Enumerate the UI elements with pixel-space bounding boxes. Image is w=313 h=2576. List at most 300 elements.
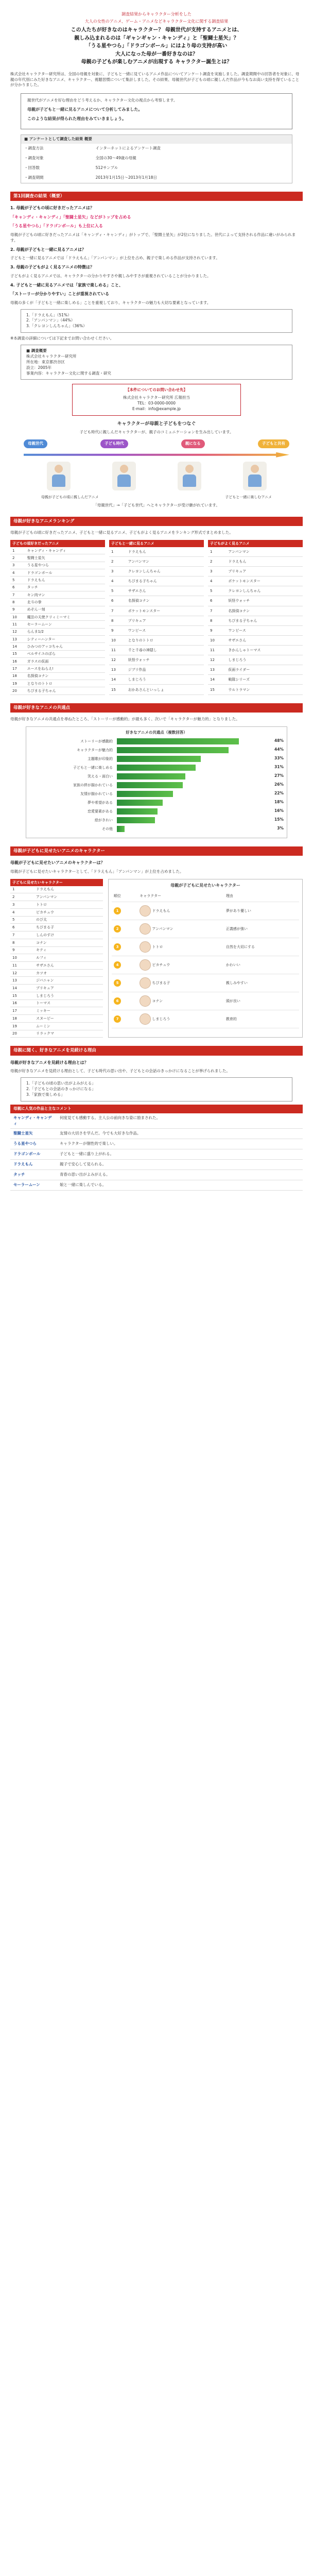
section-header-4: 母親が子どもに見せたいアニメのキャラクター — [10, 846, 303, 856]
comment-table: 母親に人気の作品と主なコメント キャンディ・キャンディ 何度見ても感動する。主人公の前向きな姿に励まされた。 聖闘士星矢 友情の大切さを学んだ。今でも大好きな作品。 うる星やつら キャラクターが個性的で楽しい。 ドラゴンボール 子どもと一緒に盛り上がれる。 ドラえもん 親子で安心して見られる。 タッチ 青春の思い出がよみがえる。 セーラームーン 娘と一緒に楽しんでいる。 — [10, 1105, 303, 1191]
bar-row — [29, 782, 284, 788]
survey-outline: ■ アンケートとして調査した結果 概要 ・調査方法 インターネットによるアンケート調査 ・調査対象 全国の30〜49歳の母親 ・回答数 512サンプル ・調査期間 2013年1月15日〜2013年1月18日 — [21, 134, 292, 183]
rank-number: 2 — [10, 893, 34, 901]
character-name: しまじろう — [151, 1017, 170, 1022]
rank-number: 5 — [10, 916, 34, 924]
table-row — [10, 643, 105, 650]
rank-number: 15 — [10, 650, 25, 657]
rank-title: 聖闘士星矢 — [25, 554, 105, 562]
character-face-icon — [140, 941, 151, 953]
character-name: アンパンマン — [151, 927, 173, 931]
character-face-icon — [140, 959, 151, 971]
rank-number: 5 — [208, 586, 226, 596]
character-name: ムーミン — [34, 1022, 103, 1030]
table-row — [109, 606, 204, 616]
character-reason: 自然を大切にする — [224, 938, 299, 956]
rank-title: ドラゴンボール — [25, 569, 105, 577]
rank-title: 名探偵コナン — [126, 596, 204, 606]
rank-title: ひみつのアッコちゃん — [25, 643, 105, 650]
person-illustration — [47, 462, 71, 490]
character-name: のび太 — [34, 916, 103, 924]
rank-badge: 6 — [114, 997, 121, 1005]
bar-label: 主題歌が印象的 — [88, 756, 113, 761]
rank-title: エースをねらえ! — [25, 665, 105, 672]
notes-text: ※本調査の詳細については下記までお問い合わせください。 — [10, 336, 114, 341]
rank-number: 18 — [10, 1015, 34, 1023]
table-row — [10, 1113, 303, 1129]
bar-fill — [117, 747, 229, 753]
table-row — [10, 1030, 103, 1038]
rank-number: 10 — [208, 635, 226, 645]
table-row — [10, 599, 105, 606]
rank-number: 9 — [10, 606, 25, 613]
character-name: ミッキー — [34, 1007, 103, 1015]
character-cell — [137, 938, 224, 956]
character-cell — [137, 974, 224, 992]
bar-row — [29, 808, 284, 815]
rank-number: 13 — [109, 665, 126, 675]
question-1-text: 母親が子どもの頃に好きだったアニメは「キャンディ・キャンディ」がトップで、「聖闘士星矢」が2位になりました。世代によって支持される作品に違いがみられます。 — [10, 232, 296, 243]
table-row — [208, 685, 303, 694]
rank-badge: 5 — [114, 979, 121, 987]
table-row — [208, 547, 303, 556]
rank-badge: 2 — [114, 925, 121, 933]
rank-cell — [112, 1010, 137, 1028]
rank-number: 2 — [208, 557, 226, 567]
intro-text: 株式会社キャラクター研究所は、全国の母親を対象に、子どもと一緒に見ているアニメ作品についてアンケート調査を実施しました。調査期間中の回答者を対象に、母親の年代別にみた好きなアニメ、キャラクター、視聴習慣について集計しました。その結果、母親世代が子どもの頃に親しんだ作品が今もなお高い支持を得ていることが分かりました。 — [10, 71, 300, 88]
character-name: しまじろう — [34, 992, 103, 999]
table-row — [10, 1170, 303, 1180]
bar-fill — [117, 782, 183, 788]
rank-number: 12 — [10, 969, 34, 977]
table-row — [109, 557, 204, 567]
rank-title: キャンディ・キャンディ — [25, 547, 105, 554]
outline-row — [21, 173, 292, 183]
work-comment: 親子で安心して見られる。 — [57, 1160, 303, 1170]
rank-title: めぞん一刻 — [25, 606, 105, 613]
table-row — [112, 920, 299, 938]
rank-title: しまじろう — [126, 675, 204, 685]
work-name: セーラームーン — [10, 1180, 57, 1190]
work-comment: 娘と一緒に楽しんでいる。 — [57, 1180, 303, 1190]
bar-value: 33% — [274, 756, 284, 761]
bar-fill — [117, 800, 163, 806]
table-row — [208, 567, 303, 577]
table-row — [10, 547, 105, 554]
rank-badge: 4 — [114, 961, 121, 969]
bar-track — [117, 800, 269, 806]
illustration-captions: 母親が子どもの頃に親しんだアニメ 子どもと一緒に楽しむアニメ — [41, 495, 272, 499]
rank-number: 19 — [10, 1022, 34, 1030]
note-2: 「母親世代」→「子ども世代」へとキャラクターが受け継がれています。 — [93, 502, 220, 507]
table-row — [10, 650, 105, 657]
column-header: 順位 — [112, 890, 137, 902]
illustration-people — [26, 462, 287, 490]
table-row — [109, 685, 204, 694]
bar-label: 夢や希望がある — [88, 800, 113, 805]
table-row — [109, 547, 204, 556]
ranking-table — [10, 540, 105, 695]
table-row — [10, 985, 103, 992]
section-header-3: 母親が好きなアニメの共通点 — [10, 703, 303, 713]
table-row — [112, 956, 299, 974]
character-reason: 親しみやすい — [224, 974, 299, 992]
table-row — [208, 675, 303, 685]
character-cell — [137, 956, 224, 974]
character-name: ジバニャン — [34, 977, 103, 985]
table-row — [208, 606, 303, 616]
bar-row — [29, 756, 284, 762]
ranking-box-1: 1.「ドラえもん」（51%） 2.「アンパンマン」（44%） 3.「クレヨンしんちゃん」（36%） — [21, 309, 292, 333]
page — [0, 0, 313, 1201]
bar-track — [117, 765, 269, 771]
table-row — [208, 577, 303, 586]
table-row — [10, 628, 105, 635]
bar-fill — [117, 773, 185, 779]
table-row — [10, 606, 105, 613]
work-name: 聖闘士星矢 — [10, 1129, 57, 1139]
rank-title: ガラスの仮面 — [25, 658, 105, 665]
rank-cell — [112, 920, 137, 938]
rank-title: ドラえもん — [126, 547, 204, 556]
table-row — [10, 999, 103, 1007]
bar-track — [117, 756, 269, 762]
work-comment: 子どもと一緒に盛り上がれる。 — [57, 1149, 303, 1160]
bar-fill — [117, 817, 155, 823]
rank-title: となりのトトロ — [25, 680, 105, 687]
table-row — [10, 969, 103, 977]
table-row — [109, 625, 204, 635]
table-row — [10, 1015, 103, 1023]
bar-fill — [117, 765, 196, 771]
character-name: しんのすけ — [34, 931, 103, 939]
bar-track — [117, 773, 269, 779]
question-4-text: 母親の多くが「子どもと一緒に楽しめる」ことを重視しており、キャラクターの魅力も大切な要素となっています。 — [10, 300, 211, 305]
rank-title: クレヨンしんちゃん — [226, 586, 303, 596]
section-title-2: キャラクターが母親と子どもをつなぐ — [117, 421, 196, 427]
bar-label: 絵がきれい — [95, 818, 113, 822]
ranking-intro: 母親が子どもの頃に好きだったアニメ、子どもと一緒に見るアニメ、子どもがよく見るアニメをランキング形式でまとめました。 — [10, 530, 233, 535]
rank-number: 17 — [10, 1007, 34, 1015]
character-name: ルフィ — [34, 954, 103, 962]
header-line-2: 大人の女性のアニメ、ゲーム・アニメなどキャラクター文化に関する調査結果 — [84, 19, 229, 24]
chart-intro: 母親が好きなアニメの共通点を尋ねたところ、「ストーリーが感動的」が最も多く、次いで「キャラクターが魅力的」となりました。 — [10, 716, 240, 721]
section-4-question: 母親が子どもに見せたいアニメのキャラクターは？ — [10, 860, 105, 866]
character-reason: 夢があり優しい — [224, 902, 299, 920]
rank-title: 妖怪ウォッチ — [126, 655, 204, 665]
rank-title: プリキュア — [226, 567, 303, 577]
rank-number: 18 — [10, 672, 25, 680]
rank-title: 妖怪ウォッチ — [226, 596, 303, 606]
table-row — [10, 665, 105, 672]
rank-number: 17 — [10, 665, 25, 672]
character-name: トトロ — [34, 901, 103, 909]
table-row — [109, 646, 204, 655]
rank-title: ドラえもん — [226, 557, 303, 567]
question-1-answer-a: 「キャンディ・キャンディ」「聖闘士星矢」などがトップを占める — [10, 214, 131, 219]
character-list-table: 子どもに見せたいキャラクター 1 ドラえもん 2 アンパンマン 3 トトロ 4 ピカチュウ 5 のび太 6 ちびまる子 7 しんのすけ 8 コナン 9 キティ 10 ルフィ 11 サザエさん 12 カツオ 13 ジバニャン 14 プリキュア 15 しまじろう 16 トーマス 17 ミッキー 18 スヌーピー 19 ムーミン 20 リラックマ — [10, 879, 103, 1038]
character-face-icon — [140, 995, 151, 1007]
rank-number: 3 — [208, 567, 226, 577]
character-name: ドラえもん — [151, 909, 170, 913]
rank-number: 8 — [109, 616, 126, 625]
rank-number: 6 — [208, 596, 226, 606]
character-cell — [137, 1010, 224, 1028]
rank-number: 11 — [208, 646, 226, 655]
question-1-answer-b: 「うる星やつら」「ドラゴンボール」も上位に入る — [10, 224, 103, 229]
rank-number: 9 — [109, 625, 126, 635]
bar-fill — [117, 756, 201, 762]
bar-row — [29, 773, 284, 779]
person-illustration — [178, 462, 201, 490]
ranking-table — [109, 540, 204, 695]
character-face-icon — [140, 905, 151, 917]
question-1: 1. 母親が子どもの頃に好きだったアニメは？ — [10, 206, 94, 211]
rank-number: 5 — [10, 577, 25, 584]
bar-fill — [117, 826, 125, 832]
rank-badge: 3 — [114, 943, 121, 951]
table-row — [112, 938, 299, 956]
table-row — [10, 1022, 103, 1030]
bar-track — [117, 791, 269, 797]
table-row — [208, 665, 303, 675]
rank-number: 9 — [208, 625, 226, 635]
rank-number: 16 — [10, 999, 34, 1007]
character-reason: かわいい — [224, 956, 299, 974]
table-row — [10, 1180, 303, 1190]
character-box: 母親が子どもに見せたいキャラクター 順位 キャラクター 理由 1 ドラえもん 夢があり優しい 2 アンパンマン 正義感が強い 3 トトロ 自然を大切にする 4 ピカチュウ かわいい 5 ちびまる子 親しみやすい 6 コナン 頭が良い 7 しまじろう 教育的 — [108, 879, 303, 1038]
rank-title: クレヨンしんちゃん — [126, 567, 204, 577]
work-name: タッチ — [10, 1170, 57, 1180]
character-name: リラックマ — [34, 1030, 103, 1038]
table-row — [208, 635, 303, 645]
table-row — [10, 1129, 303, 1139]
rank-number: 11 — [10, 962, 34, 970]
flow-step: 母親世代 — [24, 439, 47, 448]
rank-cell — [112, 938, 137, 956]
rank-title: キン肉マン — [25, 591, 105, 599]
table-row — [208, 586, 303, 596]
work-comment: 友情の大切さを学んだ。今でも大好きな作品。 — [57, 1129, 303, 1139]
character-face-icon — [140, 977, 151, 989]
table-row — [208, 646, 303, 655]
table-row — [112, 974, 299, 992]
rank-title: サザエさん — [126, 586, 204, 596]
person-illustration — [243, 462, 267, 490]
bar-value: 48% — [274, 738, 284, 743]
question-3: 3. 母親の子どもがよく見るアニメの特徴は？ — [10, 265, 94, 270]
bar-track — [117, 817, 269, 823]
rank-number: 12 — [109, 655, 126, 665]
table-row — [208, 616, 303, 625]
table-row — [10, 1139, 303, 1149]
bar-label: 家族の絆が描かれている — [73, 783, 113, 787]
rank-title: 仮面ライダー — [226, 665, 303, 675]
rank-cell — [112, 956, 137, 974]
character-name: スヌーピー — [34, 1015, 103, 1023]
bar-label: その他 — [102, 826, 113, 831]
rank-title: 魔法の天使クリィミーマミ — [25, 614, 105, 621]
flow-step: 親になる — [181, 439, 205, 448]
table-row — [109, 655, 204, 665]
table-row — [109, 567, 204, 577]
table-row — [10, 939, 103, 946]
table-row — [112, 902, 299, 920]
table-row — [109, 675, 204, 685]
rank-number: 6 — [10, 924, 34, 931]
table-row — [10, 1160, 303, 1170]
rank-number: 14 — [10, 643, 25, 650]
section-subtitle-2: 子ども時代に親しんだキャラクターが、親子のコミュニケーションを生み出しています。 — [79, 430, 234, 435]
rank-number: 1 — [208, 547, 226, 556]
section-header-1: 第1回調査の結果（概要） — [10, 192, 303, 201]
work-comment: 何度見ても感動する。主人公の前向きな姿に励まされた。 — [57, 1113, 303, 1129]
rank-number: 13 — [10, 977, 34, 985]
bar-value: 3% — [277, 826, 284, 831]
bar-row — [29, 791, 284, 797]
rank-cell — [112, 974, 137, 992]
bar-row — [29, 747, 284, 753]
bar-row — [29, 765, 284, 771]
rank-title: 千と千尋の神隠し — [126, 646, 204, 655]
bar-row — [29, 817, 284, 823]
character-face-icon — [140, 1013, 151, 1025]
rank-number: 15 — [10, 992, 34, 999]
rank-title: ちびまる子ちゃん — [226, 616, 303, 625]
character-name: コナン — [151, 999, 163, 1004]
rank-number: 14 — [10, 985, 34, 992]
bar-label: 友情が描かれている — [80, 791, 113, 796]
table-row — [10, 562, 105, 569]
rank-number: 7 — [208, 606, 226, 616]
character-reason: 頭が良い — [224, 992, 299, 1010]
work-name: キャンディ・キャンディ — [10, 1113, 57, 1129]
table-row — [112, 1010, 299, 1028]
question-2-text: 子どもと一緒に見るアニメでは「ドラえもん」「アンパンマン」が上位を占め、親子で楽しめる作品が支持されています。 — [10, 256, 220, 261]
rank-number: 4 — [109, 577, 126, 586]
rank-number: 6 — [109, 596, 126, 606]
person-illustration — [112, 462, 136, 490]
rank-number: 9 — [10, 946, 34, 954]
rank-number: 4 — [208, 577, 226, 586]
rank-number: 1 — [10, 886, 34, 893]
rank-title: アンパンマン — [126, 557, 204, 567]
table-row — [10, 577, 105, 584]
table-row — [10, 614, 105, 621]
rank-badge: 7 — [114, 1015, 121, 1023]
rank-number: 20 — [10, 1030, 34, 1038]
rank-title: プリキュア — [126, 616, 204, 625]
rank-number: 19 — [10, 680, 25, 687]
character-name: トトロ — [151, 945, 163, 950]
rank-title: アンパンマン — [226, 547, 303, 556]
table-row — [10, 946, 103, 954]
rank-number: 14 — [109, 675, 126, 685]
table-row — [109, 577, 204, 586]
bar-fill — [117, 738, 239, 744]
table-row — [10, 916, 103, 924]
info-box: 親世代がアニメを好む理由をどう考えるか、キャラクター文化の視点から考察します。 母親が子どもと一緒に見るアニメについて分析してみました。 このような結果が得られた理由をみていきましょう。 — [21, 93, 292, 129]
outline-key: ・調査方法 — [24, 146, 44, 151]
rank-number: 10 — [10, 614, 25, 621]
bar-row — [29, 800, 284, 806]
bar-value: 15% — [274, 817, 284, 822]
rank-title: ワンピース — [126, 625, 204, 635]
rank-number: 12 — [10, 628, 25, 635]
rank-number: 1 — [109, 547, 126, 556]
bar-label: 子どもと一緒に楽しめる — [73, 765, 113, 770]
outline-row — [21, 154, 292, 163]
rank-title: ポケットモンスター — [126, 606, 204, 616]
section-5-question: 母親が好きなアニメを見続ける理由とは？ — [10, 1060, 89, 1065]
table-row — [10, 672, 105, 680]
rank-number: 4 — [10, 908, 34, 916]
outline-value: 512サンプル — [95, 165, 118, 170]
rank-title: ジブリ作品 — [126, 665, 204, 675]
rank-title: ちびまる子ちゃん — [126, 577, 204, 586]
bar-value: 26% — [274, 782, 284, 787]
rank-number: 2 — [10, 554, 25, 562]
character-name: ピカチュウ — [151, 963, 170, 968]
table-row — [112, 992, 299, 1010]
outline-key: ・調査期間 — [24, 175, 44, 180]
table-row — [10, 584, 105, 591]
question-3-text: 子どもがよく見るアニメでは、キャラクターの分かりやすさや親しみやすさが重視されていることが分かりました。 — [10, 273, 211, 278]
rank-number: 10 — [109, 635, 126, 645]
table-row — [109, 665, 204, 675]
bar-fill — [117, 791, 173, 797]
table-row — [208, 557, 303, 567]
character-name: キティ — [34, 946, 103, 954]
question-4: 4. 子どもと一緒に見るアニメでは「家族で楽しめる」こと、 — [10, 282, 123, 287]
rank-number: 10 — [10, 954, 34, 962]
rank-title: ワンピース — [226, 625, 303, 635]
table-row — [10, 977, 103, 985]
page-title: この人たちが好きなのはキャラクター？ 母親世代が支持するアニメとは、 親しみ込まれるのは「ギャンギャン・キャンディ」と「聖闘士星矢」？ 「うる星やつら」「ドラゴンボール」にはより母の支持が高い 大人になった母が一番好きなのは？ 母親の子どもが楽しむアニメが出現する キャラクター誕生とは？ — [71, 27, 242, 65]
reason-list: 1.「子どもの頃の思い出がよみがえる」 2.「子どもとの会話のきっかけになる」 3.「家族で楽しめる」 — [21, 1077, 292, 1101]
character-name: プリキュア — [34, 985, 103, 992]
character-name: サザエさん — [34, 962, 103, 970]
flow-step: 子どもと共有 — [258, 439, 289, 448]
work-name: うる星やつら — [10, 1139, 57, 1149]
bar-value: 16% — [274, 808, 284, 814]
table-row — [208, 655, 303, 665]
rank-number: 8 — [10, 599, 25, 606]
bar-value: 22% — [274, 791, 284, 796]
table-row — [10, 954, 103, 962]
rank-title: 名探偵コナン — [25, 672, 105, 680]
rank-number: 15 — [208, 685, 226, 694]
rank-number: 11 — [109, 646, 126, 655]
character-cell — [137, 902, 224, 920]
ranking-table-title: 子どもがよく見るアニメ — [208, 540, 303, 547]
outline-key: ・回答数 — [24, 165, 40, 170]
table-row — [10, 992, 103, 999]
generation-arrow — [24, 452, 289, 457]
generation-flow — [24, 439, 289, 448]
rank-number: 8 — [10, 939, 34, 946]
rank-title: 北斗の拳 — [25, 599, 105, 606]
rank-number: 2 — [109, 557, 126, 567]
rank-title: サザエさん — [226, 635, 303, 645]
character-name: ちびまる子 — [151, 981, 170, 986]
character-name: トーマス — [34, 999, 103, 1007]
work-name: ドラゴンボール — [10, 1149, 57, 1160]
outline-row — [21, 144, 292, 154]
table-row — [10, 901, 103, 909]
table-row — [10, 931, 103, 939]
character-section — [10, 879, 303, 1038]
